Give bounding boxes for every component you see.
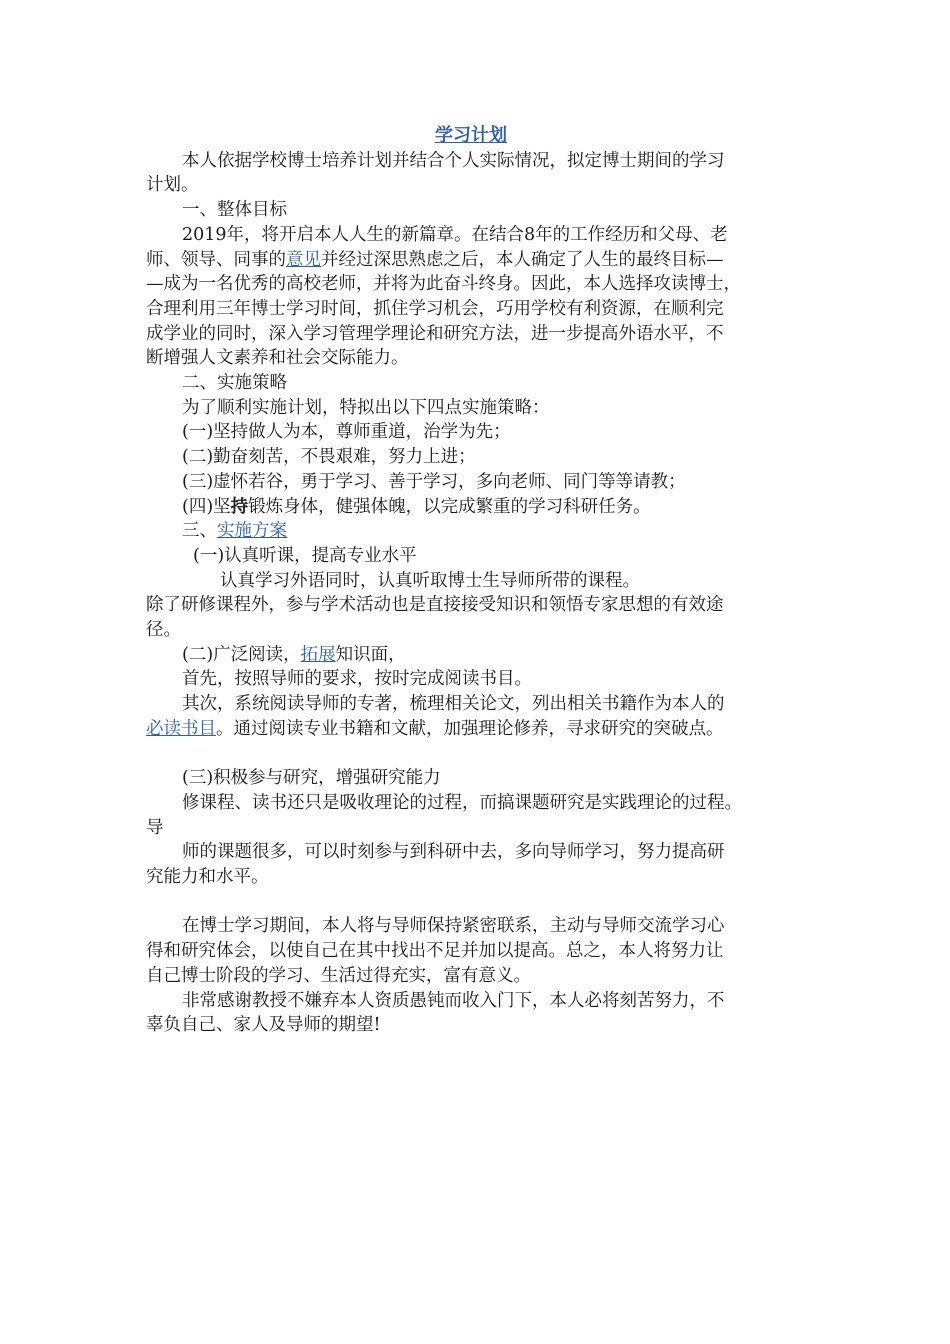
closing-paragraph-line: 在博士学习期间，本人将与导师保持紧密联系，主动与导师交流学习心: [182, 916, 725, 937]
thanks-paragraph-line: 非常感谢教授不嫌弃本人资质愚钝而收入门下，本人必将刻苦努力，不: [182, 990, 725, 1011]
subsection-1-heading: (一)认真听课，提高专业水平: [193, 545, 417, 566]
document-page: [146, 124, 796, 1038]
section-2-lead: 为了顺利实施计划，特拟出以下四点实施策略：: [182, 397, 550, 418]
subsection-2-paragraph-line: [146, 717, 796, 742]
strategy-item: (三)虚怀若谷，勇于学习、善于学习，多向老师、同门等等请教；: [182, 471, 686, 492]
text-run: 。通过阅读专业书籍和文献，加强理论修养，寻求研究的突破点。: [216, 718, 724, 739]
text-run: (四)坚: [182, 496, 231, 517]
intro-line-2: 计划。: [146, 175, 199, 196]
plan-link[interactable]: 实施方案: [217, 521, 287, 542]
text-run: 并经过深思熟虑之后，本人确定了人生的最终目标—: [321, 249, 724, 270]
document-title[interactable]: 学习计划: [435, 125, 507, 146]
blank-line: [146, 890, 796, 915]
strategy-item: [146, 495, 796, 520]
text-run: (二)广泛阅读，: [182, 644, 301, 665]
subsection-3-paragraph-line: 修课程、读书还只是吸收理论的过程，而搞课题研究是实践理论的过程。: [182, 792, 742, 813]
subsection-2-heading: [146, 643, 796, 668]
section-1-paragraph-line: 断增强人文素养和社会交际能力。: [146, 348, 409, 369]
subsection-3-heading: (三)积极参与研究，增强研究能力: [182, 768, 441, 789]
subsection-3-paragraph-line: 导: [146, 817, 164, 838]
strategy-item: (二)勤奋刻苦，不畏艰难，努力上进；: [182, 447, 476, 468]
text-run: 三、: [182, 521, 217, 542]
expand-link[interactable]: 拓展: [300, 644, 336, 665]
subsection-3-paragraph-line: 师的课题很多，可以时刻参与到科研中去，多向导师学习，努力提高研: [182, 842, 725, 863]
intro-line-1: 本人依据学校博士培养计划并结合个人实际情况，拟定博士期间的学习: [182, 150, 725, 171]
required-reading-link[interactable]: 必读书目: [146, 718, 216, 739]
subsection-1-paragraph-line: 除了研修课程外，参与学术活动也是直接接受知识和领悟专家思想的有效途: [146, 595, 724, 616]
closing-paragraph-line: 得和研究体会，以使自己在其中找出不足并加以提高。总之，本人将努力让: [146, 941, 724, 962]
subsection-2-paragraph-line: 首先，按照导师的要求，按时完成阅读书目。: [182, 669, 532, 690]
subsection-2-paragraph-line: 其次，系统阅读导师的专著，梳理相关论文，列出相关书籍作为本人的: [182, 694, 725, 715]
subsection-1-paragraph-line: 径。: [146, 620, 181, 641]
text-run: 知识面，: [335, 644, 406, 665]
section-1-heading: 一、整体目标: [182, 200, 287, 221]
section-1-paragraph-line: 成学业的同时，深入学习管理学理论和研究方法，进一步提高外语水平，不: [146, 323, 724, 344]
section-1-paragraph-line: —成为一名优秀的高校老师，并将为此奋斗终身。因此，本人选择攻读博士，: [146, 274, 741, 295]
closing-paragraph-line: 自己博士阶段的学习、生活过得充实，富有意义。: [146, 965, 531, 986]
section-2-heading: 二、实施策略: [182, 373, 287, 394]
thanks-paragraph-line: 辜负自己、家人及导师的期望!: [146, 1015, 381, 1036]
subsection-1-paragraph-line: 认真学习外语同时，认真听取博士生导师所带的课程。: [220, 570, 640, 591]
section-1-paragraph-line: 合理利用三年博士学习时间，抓住学习机会，巧用学校有利资源，在顺利完: [146, 298, 724, 319]
section-1-paragraph-line: 2019年，将开启本人人生的新篇章。在结合8年的工作经历和父母、老: [182, 224, 728, 245]
bold-text-run: 持: [230, 496, 249, 517]
text-run: 师、领导、同事的: [146, 249, 286, 270]
opinion-link[interactable]: 意见: [286, 249, 321, 270]
section-3-heading: [146, 519, 796, 544]
text-run: 锻炼身体，健强体魄，以完成繁重的学习科研任务。: [248, 496, 651, 517]
subsection-3-paragraph-line: 究能力和水平。: [146, 867, 269, 888]
section-1-paragraph-line: [146, 248, 796, 273]
blank-line: [146, 742, 796, 767]
strategy-item: (一)坚持做人为本，尊师重道，治学为先；: [182, 422, 511, 443]
